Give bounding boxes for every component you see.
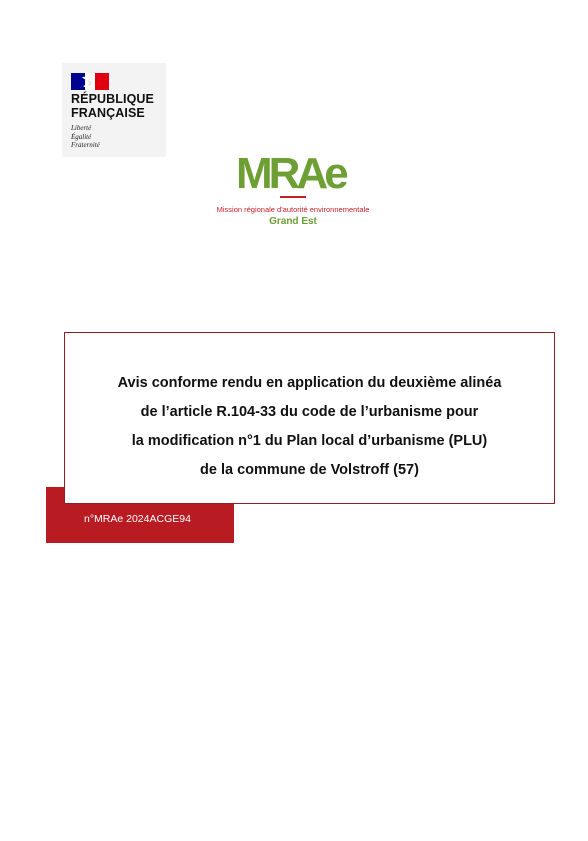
mrae-logo	[236, 150, 352, 192]
republique-francaise-logo	[62, 63, 166, 157]
motto-liberte: Liberté	[71, 124, 92, 132]
document-title	[65, 369, 554, 485]
mrae-wordmark: MRAe	[236, 150, 345, 192]
title-line-4: de la commune de Volstroff (57)	[200, 462, 419, 478]
republic-line-1: RÉPUBLIQUE	[71, 92, 154, 106]
title-line-3: la modification n°1 du Plan local d’urbanisme (PLU)	[131, 433, 488, 449]
mrae-divider	[280, 196, 306, 198]
marianne-flag-icon	[71, 73, 109, 90]
motto-egalite: Égalité	[71, 132, 92, 141]
title-line-1: Avis conforme rendu en application du deuxième alinéa	[117, 375, 502, 391]
motto-fraternite: Fraternité	[71, 141, 100, 149]
republique-francaise-wordmark	[71, 92, 154, 120]
republic-motto	[71, 124, 100, 150]
republic-line-2: FRANÇAISE	[71, 106, 145, 120]
reference-number: n°MRAe 2024ACGE94	[84, 513, 191, 525]
title-box	[64, 332, 555, 504]
mrae-mission-text: Mission régionale d'autorité environnementale	[216, 205, 370, 214]
title-line-2: de l’article R.104-33 du code de l’urbanisme pour	[140, 404, 479, 420]
mrae-region: Grand Est	[269, 216, 317, 227]
